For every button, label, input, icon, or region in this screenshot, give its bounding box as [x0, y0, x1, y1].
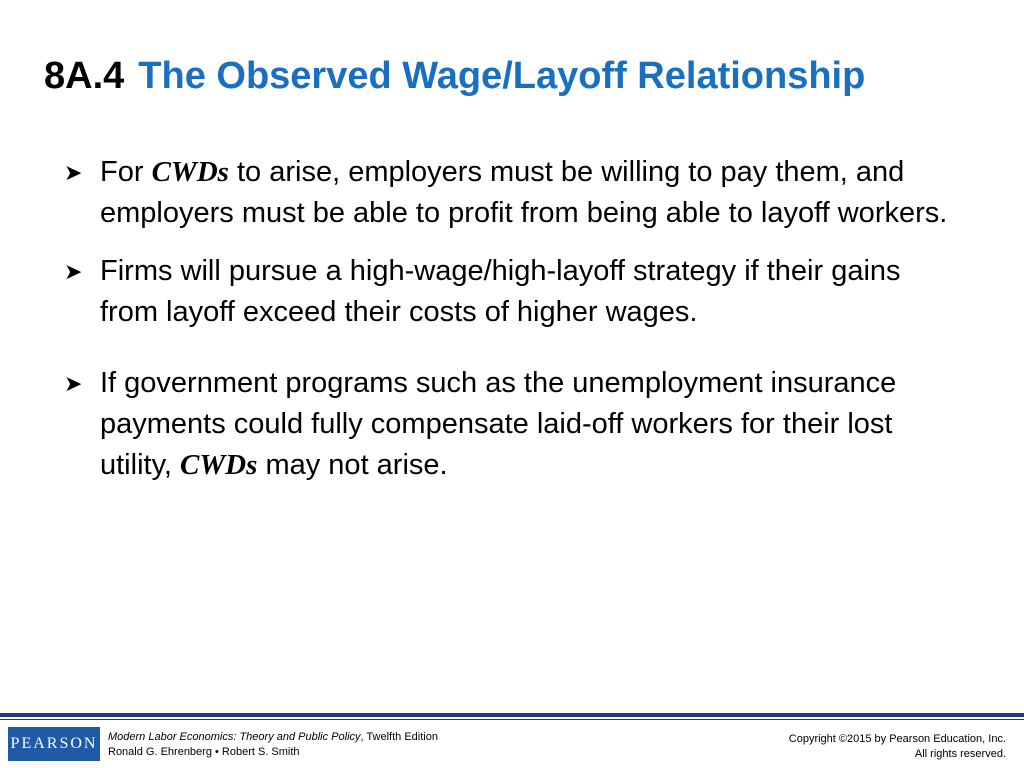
arrow-bullet-icon: ➤: [64, 371, 83, 396]
rights-line: All rights reserved.: [914, 748, 1006, 760]
pearson-logo: PEARSON: [8, 727, 100, 761]
arrow-bullet-icon: ➤: [64, 160, 83, 185]
bullet-text-pre: For: [100, 156, 152, 188]
arrow-bullet-icon: ➤: [64, 259, 83, 284]
copyright-notice: [789, 732, 1006, 762]
bullet-text-post: may not arise.: [257, 449, 448, 481]
bullet-item: [64, 251, 964, 333]
slide-title: [44, 52, 865, 100]
book-edition: , Twelfth Edition: [360, 731, 438, 743]
bullet-list: [64, 152, 964, 486]
bullet-item: [64, 152, 964, 234]
section-number: 8A.4: [44, 55, 125, 97]
cwds-term: CWDs: [180, 449, 258, 481]
title-text: The Observed Wage/Layoff Relationship: [138, 55, 866, 97]
copyright-line: Copyright ©2015 by Pearson Education, Inc.: [788, 733, 1006, 745]
book-citation: [108, 730, 438, 760]
bullet-text-post: to arise, employers must be willing to pay them, and employers must be able to profit from being able to layoff workers.: [100, 156, 948, 229]
book-title: Modern Labor Economics: Theory and Public Policy: [108, 731, 361, 743]
footer-divider-thin: [0, 719, 1024, 720]
bullet-text-pre: If government programs such as the unemployment insurance payments could fully compensate laid-off workers for their lost utility,: [100, 367, 897, 481]
bullet-text: Firms will pursue a high-wage/high-layoff strategy if their gains from layoff exceed their costs of higher wages.: [100, 255, 901, 328]
book-authors: Ronald G. Ehrenberg • Robert S. Smith: [108, 746, 300, 758]
footer-divider: [0, 713, 1024, 717]
cwds-term: CWDs: [151, 156, 229, 188]
bullet-item: [64, 363, 964, 486]
